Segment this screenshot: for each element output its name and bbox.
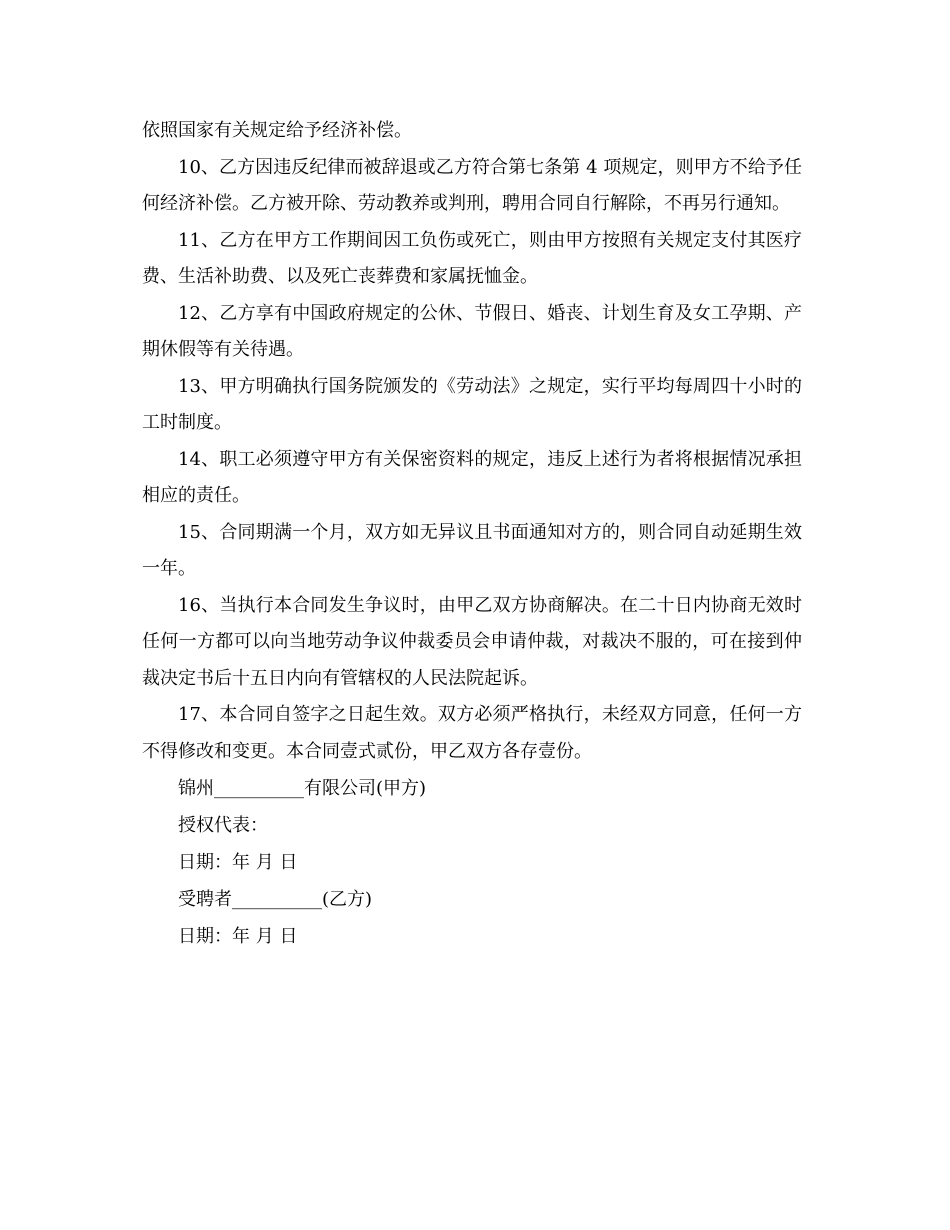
- date-a-line: 日期：年 月 日: [178, 852, 298, 873]
- clause-17: 17、本合同自签字之日起生效。双方必须严格执行，未经双方同意，任何一方不得修改和变更。本合同壹式贰份，甲乙双方各存壹份。: [142, 704, 802, 762]
- clause-14: 14、职工必须遵守甲方有关保密资料的规定，违反上述行为者将根据情况承担相应的责任。: [142, 448, 802, 506]
- clause-12: 12、乙方享有中国政府规定的公休、节假日、婚丧、计划生育及女工孕期、产期休假等有关待遇。: [142, 302, 802, 360]
- party-b-line: 受聘者__________(乙方): [178, 889, 373, 910]
- clause-16: 16、当执行本合同发生争议时，由甲乙双方协商解决。在二十日内协商无效时任何一方都可以向当地劳动争议仲裁委员会申请仲裁，对裁决不服的，可在接到仲裁决定书后十五日内向有管辖权的人民法院起诉。: [142, 594, 802, 689]
- date-b-line: 日期：年 月 日: [178, 926, 298, 947]
- clause-11: 11、乙方在甲方工作期间因工负伤或死亡，则由甲方按照有关规定支付其医疗费、生活补助费、以及死亡丧葬费和家属抚恤金。: [142, 229, 802, 287]
- clause-10: 10、乙方因违反纪律而被辞退或乙方符合第七条第 4 项规定，则甲方不给予任何经济补偿。乙方被开除、劳动教养或判刑，聘用合同自行解除，不再另行通知。: [142, 156, 802, 214]
- signature-block: [142, 770, 802, 955]
- party-a-line: 锦州__________有限公司(甲方): [178, 778, 427, 799]
- clause-13: 13、甲方明确执行国务院颁发的《劳动法》之规定，实行平均每周四十小时的工时制度。: [142, 375, 802, 433]
- contract-page: [142, 113, 802, 955]
- authorized-rep-line: 授权代表：: [178, 815, 268, 836]
- clause-15: 15、合同期满一个月，双方如无异议且书面通知对方的，则合同自动延期生效一年。: [142, 521, 802, 579]
- paragraph-continued: 依照国家有关规定给予经济补偿。: [142, 120, 412, 141]
